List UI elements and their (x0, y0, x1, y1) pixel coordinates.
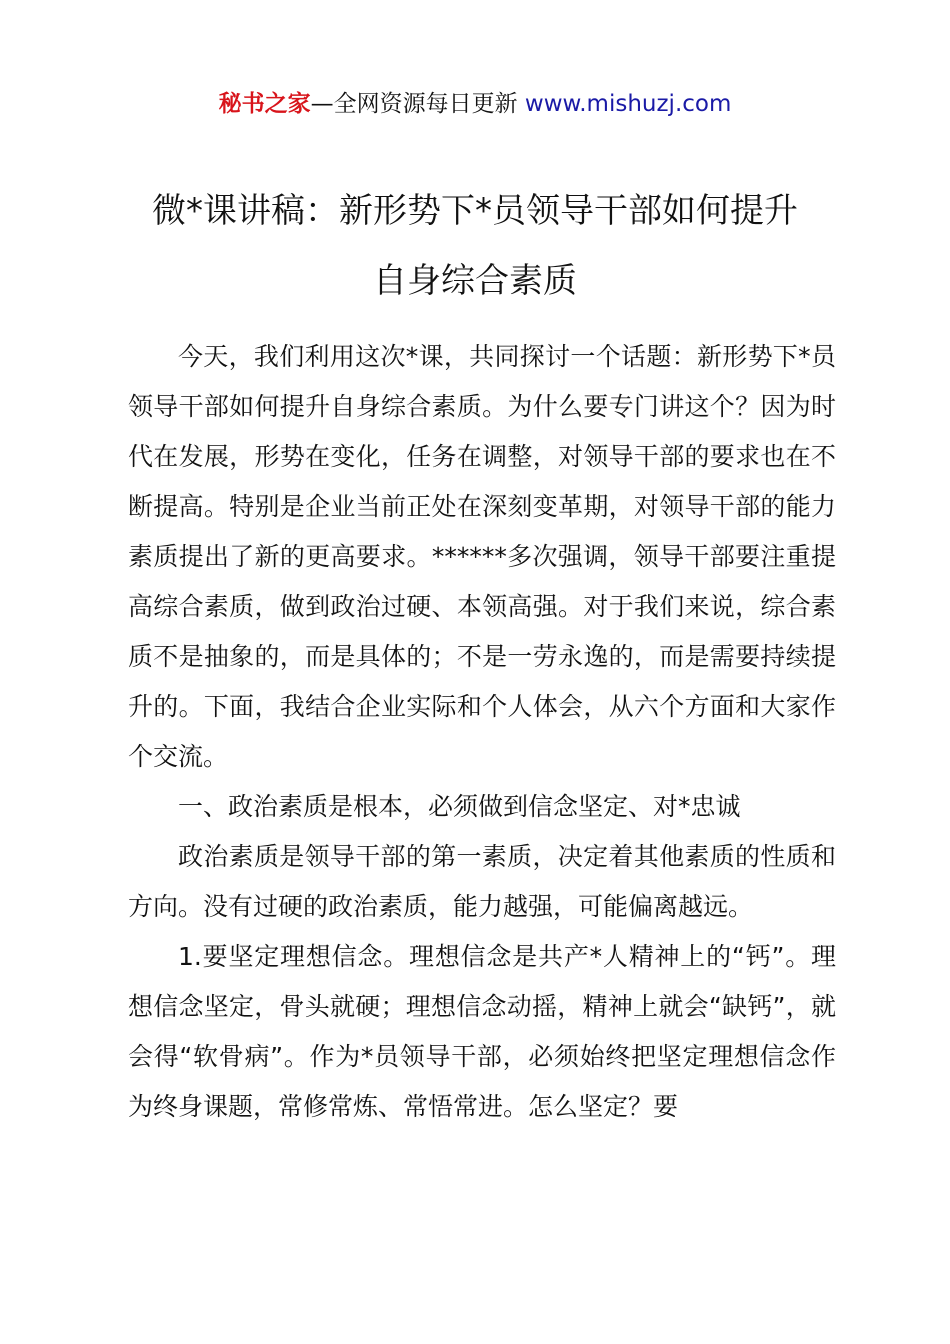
site-url-link[interactable]: www.mishuzj.com (524, 91, 732, 117)
site-header (0, 88, 950, 120)
paragraph-intro: 今天，我们利用这次*课，共同探讨一个话题：新形势下*员领导干部如何提升自身综合素质。为什么要专门讲这个？因为时代在发展，形势在变化，任务在调整，对领导干部的要求也在不断提高。特别是企业当前正处在深刻变革期，对领导干部的能力素质提出了新的更高要求。******多次强调，领导干部要注重提高综合素质，做到政治过硬、本领高强。对于我们来说，综合素质不是抽象的，而是具体的；不是一劳永逸的，而是需要持续提升的。下面，我结合企业实际和个人体会，从六个方面和大家作个交流。 (128, 342, 836, 771)
paragraph-ideals-belief: 1.要坚定理想信念。理想信念是共产*人精神上的“钙”。理想信念坚定，骨头就硬；理想信念动摇，精神上就会“缺钙”，就会得“软骨病”。作为*员领导干部，必须始终把坚定理想信念作为终身课题，常修常炼、常悟常进。怎么坚定？要 (128, 942, 836, 1121)
section-heading-1: 一、政治素质是根本，必须做到信念坚定、对*忠诚 (178, 792, 741, 821)
paragraph-political-quality: 政治素质是领导干部的第一素质，决定着其他素质的性质和方向。没有过硬的政治素质，能力越强，可能偏离越远。 (128, 842, 836, 921)
document-title (100, 176, 850, 316)
title-line-2: 自身综合素质 (373, 261, 577, 301)
brand-name: 秘书之家 (218, 91, 311, 117)
document-body (128, 332, 836, 1132)
title-line-1: 微*课讲稿：新形势下*员领导干部如何提升 (152, 191, 798, 231)
header-tagline: —全网资源每日更新 (310, 91, 525, 117)
